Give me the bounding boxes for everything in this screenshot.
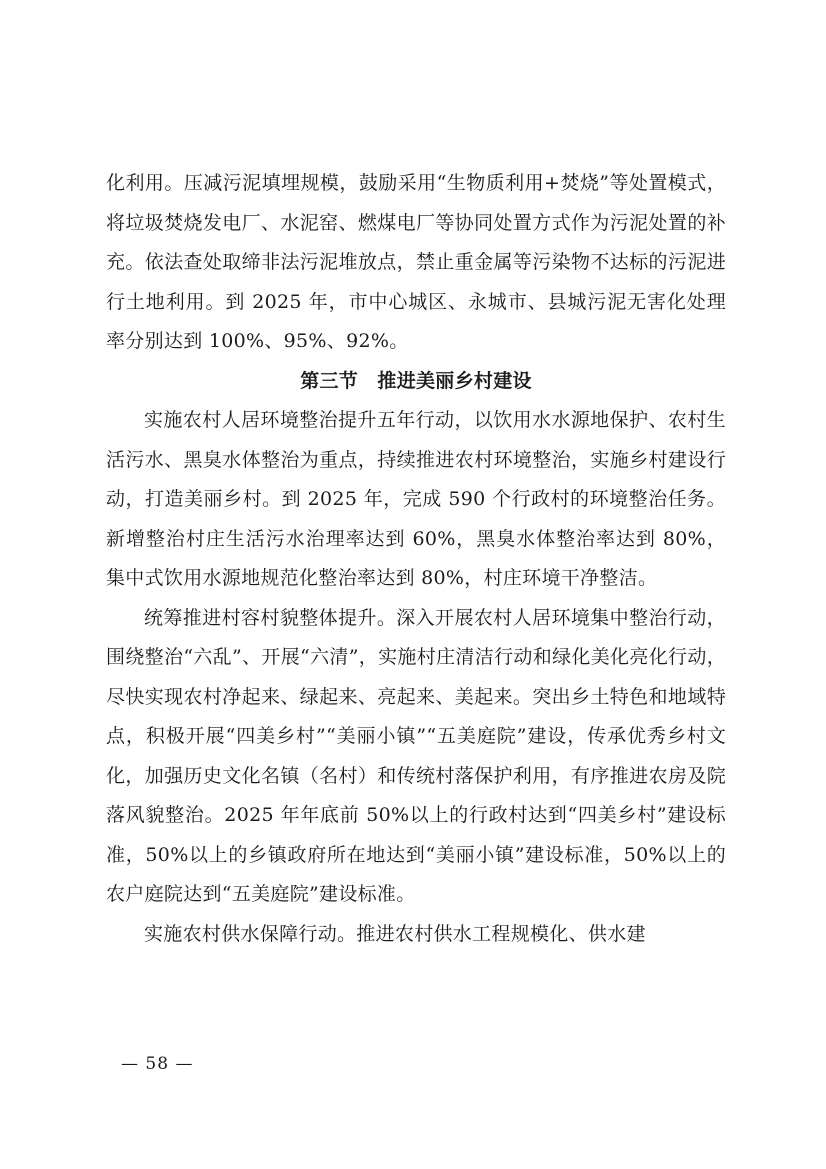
paragraph-water-supply: 实施农村供水保障行动。推进农村供水工程规模化、供水建	[144, 922, 646, 945]
paragraph-village-appearance: 统筹推进村容村貌整体提升。深入开展农村人居环境集中整治行动，围绕整治“六乱”、开展“六清”，实施村庄清洁行动和绿化美化亮化行动，尽快实现农村净起来、绿起来、亮起来、美起来。突出乡土特色和地域特点，积极开展“四美乡村”“美丽小镇”“五美庭院”建设，传承优秀乡村文化，加强历史文化名镇（名村）和传统村落保护利用，有序推进农房及院落风貌整治。2025 年年底前 50%以上的行政村达到“四美乡村”建设标准，50%以上的乡镇政府所在地达到“美丽小镇”建设标准，50%以上的农户庭院达到“五美庭院”建设标准。	[106, 606, 726, 905]
page-number: — 58 —	[121, 1054, 194, 1074]
paragraph-rural-environment: 实施农村人居环境整治提升五年行动，以饮用水水源地保护、农村生活污水、黑臭水体整治为重点，持续推进农村环境整治，实施乡村建设行动，打造美丽乡村。到 2025 年，完成 590 个行政村的环境整治任务。新增整治村庄生活污水治理率达到 60%，黑臭水体整治率达到 80%，集中式饮用水源地规范化整治率达到 80%，村庄环境干净整洁。	[106, 409, 726, 589]
section-heading: 第三节 推进美丽乡村建设	[300, 369, 532, 392]
paragraph-sludge-utilization: 化利用。压减污泥填埋规模，鼓励采用“生物质利用+焚烧”等处置模式，将垃圾焚烧发电厂、水泥窑、燃煤电厂等协同处置方式作为污泥处置的补充。依法查处取缔非法污泥堆放点，禁止重金属等污染物不达标的污泥进行土地利用。到 2025 年，市中心城区、永城市、县城污泥无害化处理率分别达到 100%、95%、92%。	[106, 172, 726, 352]
document-body	[106, 164, 726, 954]
